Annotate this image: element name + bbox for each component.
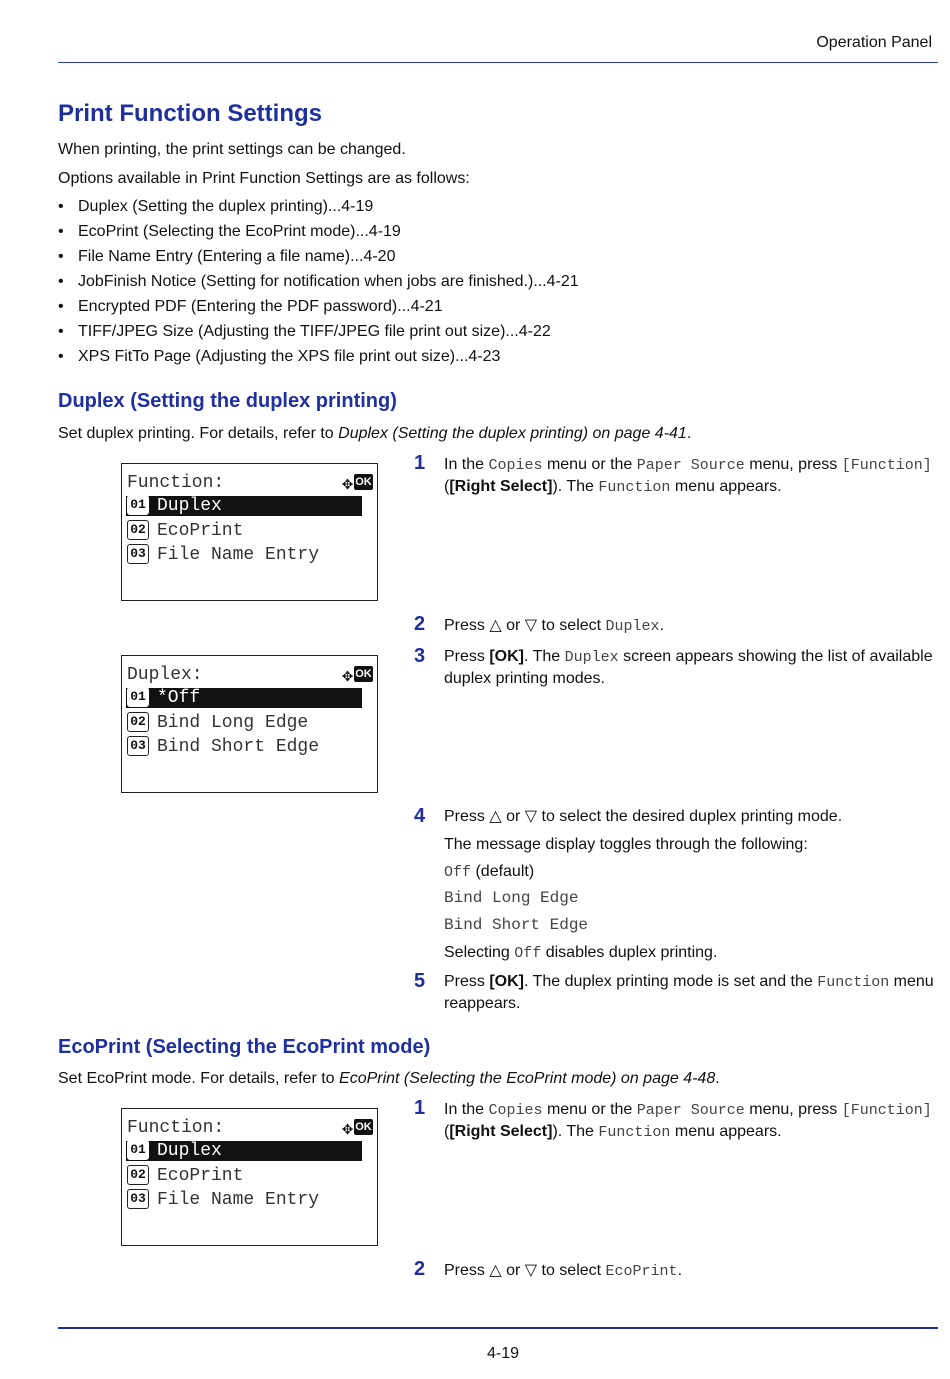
step-text: Press [OK]. The duplex printing mode is set and the Function menu reappears. [444, 973, 934, 1012]
list-item: • EcoPrint (Selecting the EcoPrint mode)...4-19 [58, 222, 918, 247]
list-item: • Encrypted PDF (Entering the PDF password)...4-21 [58, 297, 918, 322]
step-text: In the Copies menu or the Paper Source menu, press [Function] ([Right Select]). The Function menu appears. [444, 456, 932, 496]
list-item: • File Name Entry (Entering a file name)...4-20 [58, 247, 918, 272]
step-text: Press △ or ▽ to select EcoPrint. [444, 1262, 683, 1280]
list-item: • JobFinish Notice (Setting for notification when jobs are finished.)...4-21 [58, 272, 918, 297]
panel-title: Function: [127, 473, 225, 493]
ecoprint-intro: Set EcoPrint mode. For details, refer to EcoPrint (Selecting the EcoPrint mode) on page 4-48. [58, 1070, 720, 1087]
section-intro-2: Options available in Print Function Settings are as follows: [58, 170, 470, 187]
list-item: • XPS FitTo Page (Adjusting the XPS file print out size)...4-23 [58, 347, 918, 372]
step-option: Bind Short Edge [444, 916, 589, 934]
panel-item: 03 File Name Entry [127, 544, 319, 566]
panel-item-selected: 01 Duplex [127, 1140, 222, 1162]
step-text: Selecting Off disables duplex printing. [444, 944, 718, 962]
step-number: 3 [414, 645, 426, 667]
step-text: Press △ or ▽ to select Duplex. [444, 617, 665, 635]
panel-item: 02 EcoPrint [127, 520, 243, 542]
step-number: 5 [414, 970, 426, 992]
section-title: Print Function Settings [58, 100, 322, 127]
navigation-arrows-icon: ✥ [342, 475, 353, 495]
step-number: 1 [414, 1097, 426, 1119]
footer-rule [58, 1327, 938, 1329]
page-number: 4-19 [486, 1345, 520, 1362]
lcd-panel-duplex-menu [121, 655, 378, 793]
panel-item: 03 Bind Short Edge [127, 736, 319, 758]
step-number: 4 [414, 805, 426, 827]
list-item: • TIFF/JPEG Size (Adjusting the TIFF/JPEG file print out size)...4-22 [58, 322, 918, 347]
options-list [58, 197, 918, 372]
panel-item-selected: 01 Duplex [127, 495, 222, 517]
ok-icon: OK [355, 476, 372, 488]
panel-title: Duplex: [127, 665, 203, 685]
step-text: Press [OK]. The Duplex screen appears showing the list of available duplex printing modes. [444, 648, 933, 687]
panel-item: 02 Bind Long Edge [127, 712, 308, 734]
step-number: 1 [414, 452, 426, 474]
lcd-panel-function-menu [121, 1108, 378, 1246]
section-intro-1: When printing, the print settings can be changed. [58, 141, 406, 158]
step-option: Off (default) [444, 863, 535, 881]
ok-icon: OK [355, 1121, 372, 1133]
ecoprint-title: EcoPrint (Selecting the EcoPrint mode) [58, 1036, 431, 1058]
step-number: 2 [414, 613, 426, 635]
duplex-intro: Set duplex printing. For details, refer to Duplex (Setting the duplex printing) on page 4-41. [58, 425, 692, 442]
step-text: The message display toggles through the following: [444, 836, 808, 853]
ok-icon: OK [355, 668, 372, 680]
panel-item: 02 EcoPrint [127, 1165, 243, 1187]
list-item: • Duplex (Setting the duplex printing)...4-19 [58, 197, 918, 222]
navigation-arrows-icon: ✥ [342, 1120, 353, 1140]
panel-item: 03 File Name Entry [127, 1189, 319, 1211]
step-number: 2 [414, 1258, 426, 1280]
header-title: Operation Panel [816, 34, 932, 51]
panel-item-selected: 01 *Off [127, 687, 200, 709]
duplex-title: Duplex (Setting the duplex printing) [58, 390, 397, 412]
lcd-panel-function-menu [121, 463, 378, 601]
step-text: In the Copies menu or the Paper Source menu, press [Function] ([Right Select]). The Function menu appears. [444, 1101, 932, 1141]
step-text: Press △ or ▽ to select the desired duplex printing mode. [444, 808, 843, 825]
navigation-arrows-icon: ✥ [342, 667, 353, 687]
step-option: Bind Long Edge [444, 889, 579, 907]
header-rule [58, 62, 938, 63]
panel-title: Function: [127, 1118, 225, 1138]
